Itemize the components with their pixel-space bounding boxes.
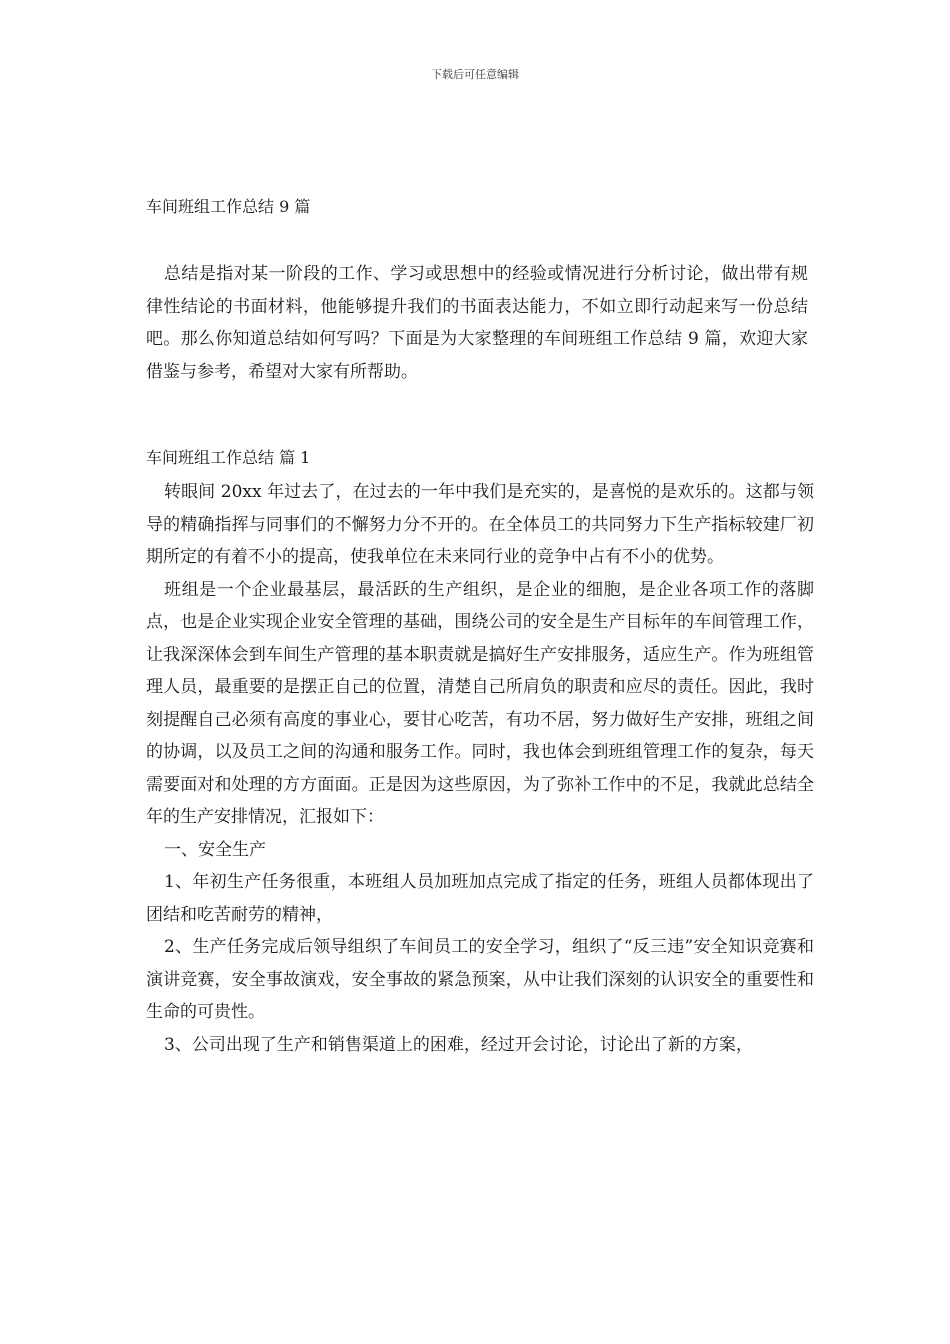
body-paragraph: 班组是一个企业最基层，最活跃的生产组织，是企业的细胞，是企业各项工作的落脚点，也是企业实现企业安全管理的基础，围绕公司的安全是生产目标年的车间管理工作，让我深深体会到车间生产管理的基本职责就是搞好生产安排服务，适应生产。作为班组管理人员，最重要的是摆正自己的位置，清楚自己所肩负的职责和应尽的责任。因此，我时刻提醒自己必须有高度的事业心，要甘心吃苦，有功不居，努力做好生产安排，班组之间的协调，以及员工之间的沟通和服务工作。同时，我也体会到班组管理工作的复杂，每天需要面对和处理的方方面面。正是因为这些原因，为了弥补工作中的不足，我就此总结全年的生产安排情况，汇报如下： bbox=[146, 579, 814, 827]
list-item: 1、年初生产任务很重，本班组人员加班加点完成了指定的任务，班组人员都体现出了团结和吃苦耐劳的精神， bbox=[146, 872, 814, 925]
list-item: 2、生产任务完成后领导组织了车间员工的安全学习，组织了“反三违”安全知识竞赛和演讲竞赛，安全事故演戏，安全事故的紧急预案，从中让我们深刻的认识安全的重要性和生命的可贵性。 bbox=[146, 937, 814, 1022]
section-body bbox=[146, 476, 814, 1061]
header-note: 下载后可任意编辑 bbox=[431, 68, 519, 81]
subsection-heading: 一、安全生产 bbox=[164, 839, 266, 860]
section-heading: 车间班组工作总结 篇 1 bbox=[146, 448, 311, 467]
document-title: 车间班组工作总结 9 篇 bbox=[146, 197, 311, 216]
intro-paragraph: 总结是指对某一阶段的工作、学习或思想中的经验或情况进行分析讨论，做出带有规律性结论的书面材料，他能够提升我们的书面表达能力，不如立即行动起来写一份总结吧。那么你知道总结如何写吗？下面是为大家整理的车间班组工作总结 9 篇，欢迎大家借鉴与参考，希望对大家有所帮助。 bbox=[146, 264, 808, 382]
body-paragraph: 转眼间 20xx 年过去了，在过去的一年中我们是充实的，是喜悦的是欢乐的。这都与领导的精确指挥与同事们的不懈努力分不开的。在全体员工的共同努力下生产指标较建厂初期所定的有着不小的提高，使我单位在未来同行业的竞争中占有不小的优势。 bbox=[146, 482, 814, 567]
list-item: 3、公司出现了生产和销售渠道上的困难，经过开会讨论，讨论出了新的方案， bbox=[164, 1034, 753, 1055]
